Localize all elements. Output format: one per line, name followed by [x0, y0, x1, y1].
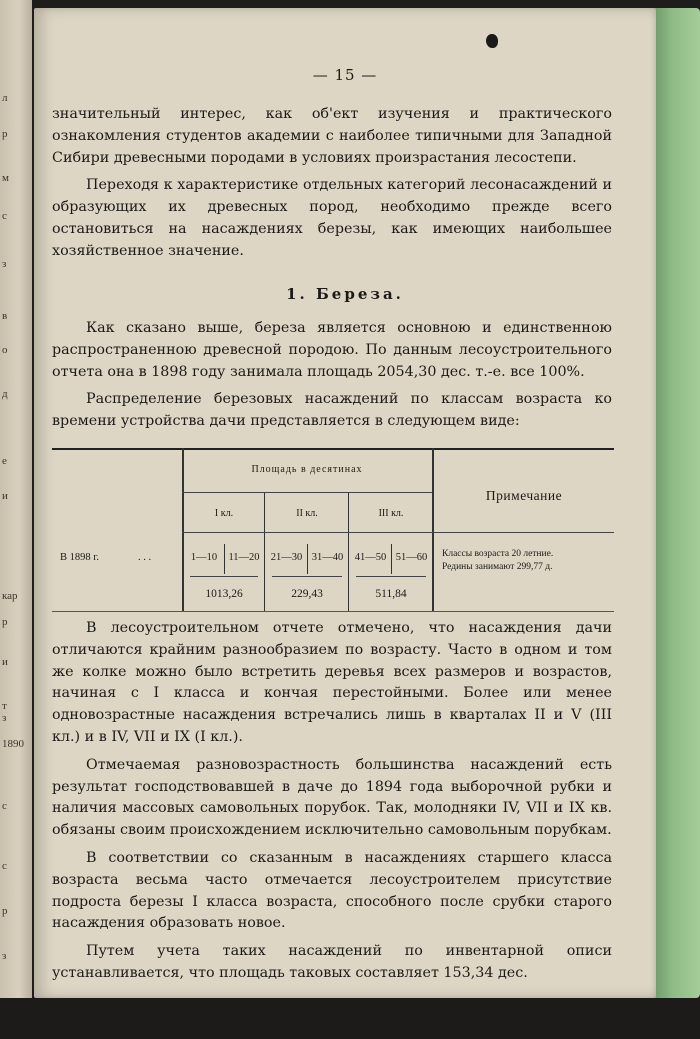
fragment: и: [2, 656, 8, 668]
fragment: е: [2, 455, 7, 467]
sum-rule: [272, 576, 342, 577]
book-page: [34, 8, 656, 998]
sum-class-3: 511,84: [375, 588, 407, 600]
fragment: т: [2, 700, 7, 712]
table-divider: [348, 492, 349, 611]
sum-rule: [356, 576, 426, 577]
table-divider: [264, 492, 265, 611]
age-class-table: [52, 448, 614, 614]
area-header: Площадь в десятинах: [251, 464, 363, 475]
paragraph: Переходя к характеристике отдельных категорий лесонасаждений и образующих их древесных пород, необходимо прежде всего остановиться на насаждениях березы, как имеющих наибольшее хозяйственное значение.: [52, 177, 612, 259]
fragment: р: [2, 128, 8, 140]
book-cover-edge: [654, 8, 700, 998]
subrange-divider: [391, 544, 392, 574]
fragment: м: [2, 172, 9, 184]
paragraph: Распределение березовых насаждений по классам возраста ко времени устройства дачи представляется в следующем виде:: [52, 391, 612, 430]
subrange: 41—50: [354, 552, 387, 563]
table-top-rule: [52, 448, 614, 450]
paragraph: В соответствии со сказанным в насаждениях старшего класса возраста весьма часто отмечается лесоустроителем присутствие подроста березы I класса возраста, способного после срубки старого насаждения образовать новое.: [52, 849, 612, 932]
subrange: 21—30: [270, 552, 303, 563]
table-divider: [432, 448, 434, 611]
section-text-block: [52, 318, 612, 439]
subrange-divider: [224, 544, 225, 574]
page-number: — 15 —: [312, 66, 378, 84]
fragment: с: [2, 860, 7, 872]
subrange: 51—60: [395, 552, 428, 563]
desk-background: [0, 998, 700, 1039]
paragraph: Путем учета таких насаждений по инвентарной описи устанавливается, что площадь таковых составляет 153,34 дес.: [52, 943, 612, 981]
fragment: р: [2, 905, 8, 917]
after-table-text-block: [52, 618, 612, 991]
fragment: д: [2, 388, 8, 400]
sum-class-2: 229,43: [291, 588, 323, 600]
fragment: с: [2, 800, 7, 812]
fragment: в: [2, 310, 8, 322]
table-rule: [182, 532, 614, 533]
table-rule: [182, 492, 432, 493]
paragraph: Отмечаемая разновозрастность большинства насаждений есть результат господствовавшей в даче до 1894 года выборочной рубки и наличия массовых самовольных порубок. Так, молодняки IV, VII и IX кв. обязаны своим происхождением исключительно самовольным порубкам.: [52, 756, 612, 839]
subrange-divider: [307, 544, 308, 574]
fragment: 1890: [2, 738, 24, 750]
fragment: р: [2, 616, 8, 628]
subrange: 31—40: [311, 552, 344, 563]
sum-class-1: 1013,26: [205, 588, 243, 600]
fragment: л: [2, 92, 8, 104]
facing-page-text-fragments: [2, 0, 30, 1039]
leader-dots: . . .: [138, 552, 152, 563]
paragraph: значительный интерес, как об'ект изучения и практического ознакомления студентов академии с наиболее типичными для Западной Сибири древесными породами в условиях произрастания лесостепи.: [52, 106, 612, 166]
paragraph: Как сказано выше, береза является основною и единственною распространенною древесной породою. По данным лесоустроительного отчета она в 1898 году занимала площадь 2054,30 дес. т.-е. все 100%.: [52, 320, 612, 380]
table-bottom-rule: [52, 611, 614, 612]
class-header-2: II кл.: [296, 508, 318, 519]
paragraph: В лесоустроительном отчете отмечено, что насаждения дачи отличаются крайним разнообразием по возрасту. Часто в одном и том же колке можно было встретить деревья всех размеров и возрастов, начиная с I класса и кончая перестойными. Более или менее одновозрастные насаждения встречались лишь в кварталах II и V (III кл.) и в IV, VII и IX (I кл.).: [52, 620, 612, 745]
subrange: 11—20: [228, 552, 260, 563]
fragment: з: [2, 950, 7, 962]
fragment: з: [2, 712, 7, 724]
class-header-1: I кл.: [214, 508, 234, 519]
fragment: кар: [2, 590, 18, 602]
fragment: с: [2, 210, 7, 222]
note-header: Примечание: [485, 488, 563, 503]
ink-blot: [486, 34, 498, 48]
class-header-3: III кл.: [378, 508, 404, 519]
sum-rule: [190, 576, 258, 577]
row-label: В 1898 г.: [60, 552, 100, 563]
facing-page-edge: [0, 0, 32, 1039]
fragment: з: [2, 258, 7, 270]
fragment: о: [2, 344, 8, 356]
note-line: Классы возраста 20 летние.: [442, 549, 554, 559]
intro-text-block: [52, 104, 612, 269]
fragment: и: [2, 490, 8, 502]
subrange: 1—10: [190, 552, 218, 563]
section-title: 1. Береза.: [286, 285, 404, 303]
note-line: Редины занимают 299,77 д.: [442, 562, 553, 572]
